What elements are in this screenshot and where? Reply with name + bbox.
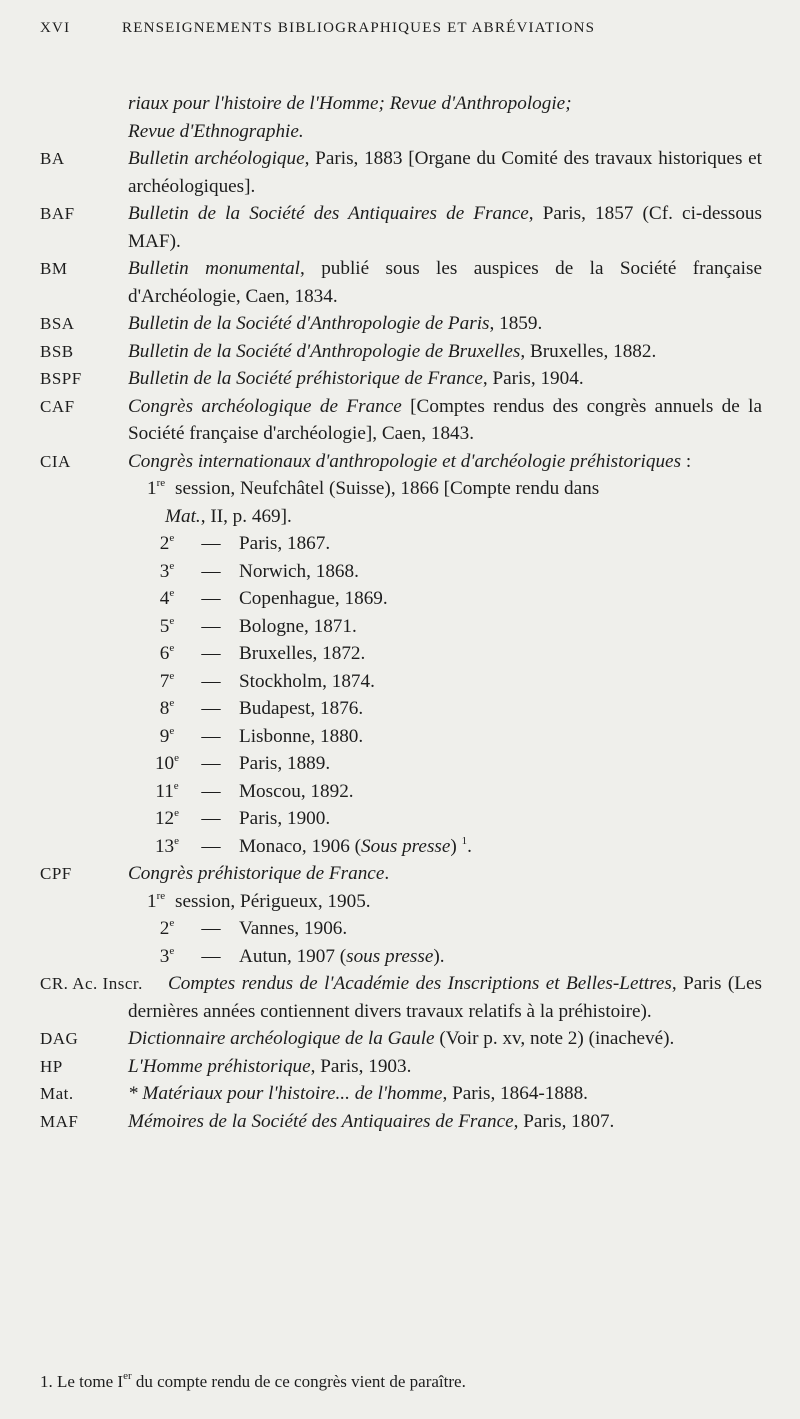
footnote-sup: er [123,1370,132,1382]
entry-caf [0,393,800,448]
ditto-dash: — [201,643,221,664]
ditto-dash: — [201,670,221,692]
detail-mat: , Paris, 1864-1888. [442,1083,588,1104]
ordinal-suffix: e [169,917,175,929]
session-place: Budapest, 1876. [239,698,364,719]
close-paren: ) [450,835,462,857]
in-press-label: sous presse [346,945,434,967]
detail-bm: , publié sous les auspices de la Société française d'Archéologie, Caen, 1834. [128,258,762,307]
detail-ba: , Paris, 1883 [Organe du Comité des travaux historiques et archéologiques]. [128,148,763,197]
session-number: 2 [159,918,170,939]
abbr-maf: MAF [40,1111,79,1131]
cia-session-1-continued [165,503,800,531]
mat-reference: Mat. [165,505,201,527]
ditto-dash: — [201,560,221,582]
detail-hp: , Paris, 1903. [310,1055,412,1077]
entry-baf [0,200,800,255]
title-mat: * Matériaux pour l'histoire... de l'homme [128,1083,443,1104]
ordinal-suffix: e [169,724,175,737]
entry-maf [0,1108,800,1136]
title-baf: Bulletin de la Société des Antiquaires de France [128,203,529,224]
footnote [40,1372,760,1392]
session-place: Vannes, 1906. [239,918,348,939]
entry-bsa [0,310,800,338]
cpf-session-2 [147,915,800,943]
abbr-cpf: CPF [40,864,72,883]
entry-bm [0,255,800,310]
title-bsb: Bulletin de la Société d'Anthropologie de Bruxelles [128,340,521,362]
entry-hp [0,1053,800,1081]
entry-bspf [0,365,800,393]
session-place: Paris, 1889. [239,753,331,774]
detail-dag: (Voir p. xv, note 2) (inachevé). [434,1028,675,1049]
abbreviation-list [0,90,800,1135]
ordinal-suffix: e [169,587,175,599]
title-ba: Bulletin archéologique [128,148,305,169]
ordinal-suffix: e [174,834,180,847]
detail-bsa: , 1859. [489,313,543,334]
cia-session-row [147,778,800,806]
session-number: 13 [154,835,175,857]
cia-session-row [147,585,800,613]
entry-dag [0,1025,800,1053]
entry-ba [0,145,800,200]
abbr-bsb: BSB [40,341,74,361]
ordinal-suffix: re [156,889,166,902]
cia-session-row [147,530,800,558]
ditto-dash: — [201,588,221,609]
cia-session-list [0,530,800,833]
title-cpf: Congrès préhistorique de France [128,863,385,884]
title-maf: Mémoires de la Société des Antiquaires de France [128,1110,514,1132]
ditto-dash: — [201,945,221,967]
session-number: 3 [159,945,170,967]
cia-session-1 [147,475,800,503]
ditto-dash: — [201,780,221,802]
title-caf: Congrès archéologique de France [128,395,402,417]
title-cr: Comptes rendus de l'Académie des Inscriptions et Belles-Lettres [168,973,672,994]
footnote-mark: 1. [40,1372,53,1391]
abbr-cr: CR. Ac. Inscr. [40,974,143,993]
title-bspf: Bulletin de la Société préhistorique de France [128,368,483,389]
ordinal-suffix: e [174,752,180,764]
session-place: Lisbonne, 1880. [239,725,364,747]
ordinal-suffix: e [169,559,175,572]
period: . [467,835,472,857]
intro-line-2: Revue d'Ethnographie. [128,120,304,142]
page-number: XVI [40,20,71,36]
session-place: Moscou, 1892. [239,780,354,802]
abbr-mat: Mat. [40,1084,74,1103]
session-number: 5 [159,615,170,637]
footnote-text-b: du compte rendu de ce congrès vient de paraître. [131,1372,466,1391]
cia-session-row [147,668,800,696]
entry-cr-ac-inscr [0,970,800,1025]
detail-cpf: . [384,863,390,884]
entry-bsb [0,338,800,366]
footnote-ref: 1 [461,834,468,847]
abbr-bspf: BSPF [40,369,82,388]
abbr-bsa: BSA [40,314,75,333]
session-number: 2 [159,533,170,554]
abbr-cia: CIA [40,451,71,471]
cia-session-row [147,558,800,586]
session-number: 1 [147,890,157,912]
ordinal-suffix: e [169,532,175,544]
title-hp: L'Homme préhistorique [128,1055,311,1077]
session-place: Norwich, 1868. [239,560,359,582]
session-place: Bruxelles, 1872. [239,643,366,664]
ditto-dash: — [201,698,221,719]
detail-baf: , Paris, 1857 (Cf. ci-dessous MAF). [128,203,762,252]
ordinal-suffix: e [169,642,175,654]
intro-continuation [128,90,762,145]
close-paren: ). [433,945,445,967]
ditto-dash: — [201,753,221,774]
cia-session-13 [147,833,800,861]
detail-caf: [Comptes rendus des congrès annuels de la Société française d'archéologie], Caen, 1843. [128,395,762,444]
session-number: 6 [159,643,170,664]
ordinal-suffix: e [169,944,175,957]
ordinal-suffix: e [169,697,175,709]
abbr-bm: BM [40,259,68,278]
ditto-dash: — [201,918,221,939]
running-title: RENSEIGNEMENTS BIBLIOGRAPHIQUES ET ABRÉVIATIONS [122,20,596,36]
abbr-dag: DAG [40,1029,79,1048]
running-header [0,20,800,44]
session-number: 11 [155,780,174,802]
session-place: Paris, 1867. [239,533,331,554]
session-number: 1 [147,478,157,499]
title-dag: Dictionnaire archéologique de la Gaule [128,1028,435,1049]
cpf-session-3 [147,943,800,971]
ordinal-suffix: re [156,477,166,489]
session-number: 8 [159,698,170,719]
abbr-baf: BAF [40,204,75,223]
intro-line-1: riaux pour l'histoire de l'Homme; Revue d'Anthropologie; [128,93,572,114]
session-number: 4 [159,588,170,609]
title-bm: Bulletin monumental [128,258,300,279]
session-number: 3 [159,560,170,582]
session-number: 12 [154,808,175,829]
ditto-dash: — [201,533,221,554]
cia-session-row [147,805,800,833]
cia-session-row [147,695,800,723]
detail-bsb: , Bruxelles, 1882. [520,340,657,362]
cia-session-row [147,640,800,668]
session-detail: , II, p. 469]. [200,505,292,527]
ordinal-suffix: e [174,807,180,819]
session-place: Stockholm, 1874. [239,670,375,692]
ordinal-suffix: e [169,614,175,627]
session-place: Monaco, 1906 ( [239,835,362,857]
in-press-label: Sous presse [361,835,451,857]
ordinal-suffix: e [169,669,175,682]
title-bsa: Bulletin de la Société d'Anthropologie de Paris [128,313,490,334]
session-text: session, Neufchâtel (Suisse), 1866 [Compte rendu dans [175,478,600,499]
ditto-dash: — [201,808,221,829]
footnote-text-a: Le tome I [57,1372,124,1391]
entry-cpf [0,860,800,888]
session-text: session, Périgueux, 1905. [175,890,371,912]
detail-cr: , Paris (Les dernières années contiennent divers travaux relatifs à la préhistoire). [128,973,763,1022]
cpf-session-1 [147,888,800,916]
detail-cia: : [681,450,692,472]
abbr-hp: HP [40,1056,63,1076]
session-place: Paris, 1900. [239,808,331,829]
entry-mat [0,1080,800,1108]
detail-maf: , Paris, 1807. [513,1110,615,1132]
cia-session-row [147,723,800,751]
ditto-dash: — [201,615,221,637]
detail-bspf: , Paris, 1904. [482,368,584,389]
session-place: Copenhague, 1869. [239,588,388,609]
session-place: Bologne, 1871. [239,615,357,637]
abbr-ba: BA [40,149,65,168]
ditto-dash: — [201,725,221,747]
abbr-caf: CAF [40,396,75,416]
cia-session-row [147,613,800,641]
session-number: 7 [159,670,170,692]
cia-session-row [147,750,800,778]
ordinal-suffix: e [173,779,179,792]
ditto-dash: — [201,835,221,857]
session-place: Autun, 1907 ( [239,945,347,967]
session-number: 9 [159,725,170,747]
session-number: 10 [154,753,175,774]
entry-cia [0,448,800,476]
title-cia: Congrès internationaux d'anthropologie et d'archéologie préhistoriques [128,450,682,472]
